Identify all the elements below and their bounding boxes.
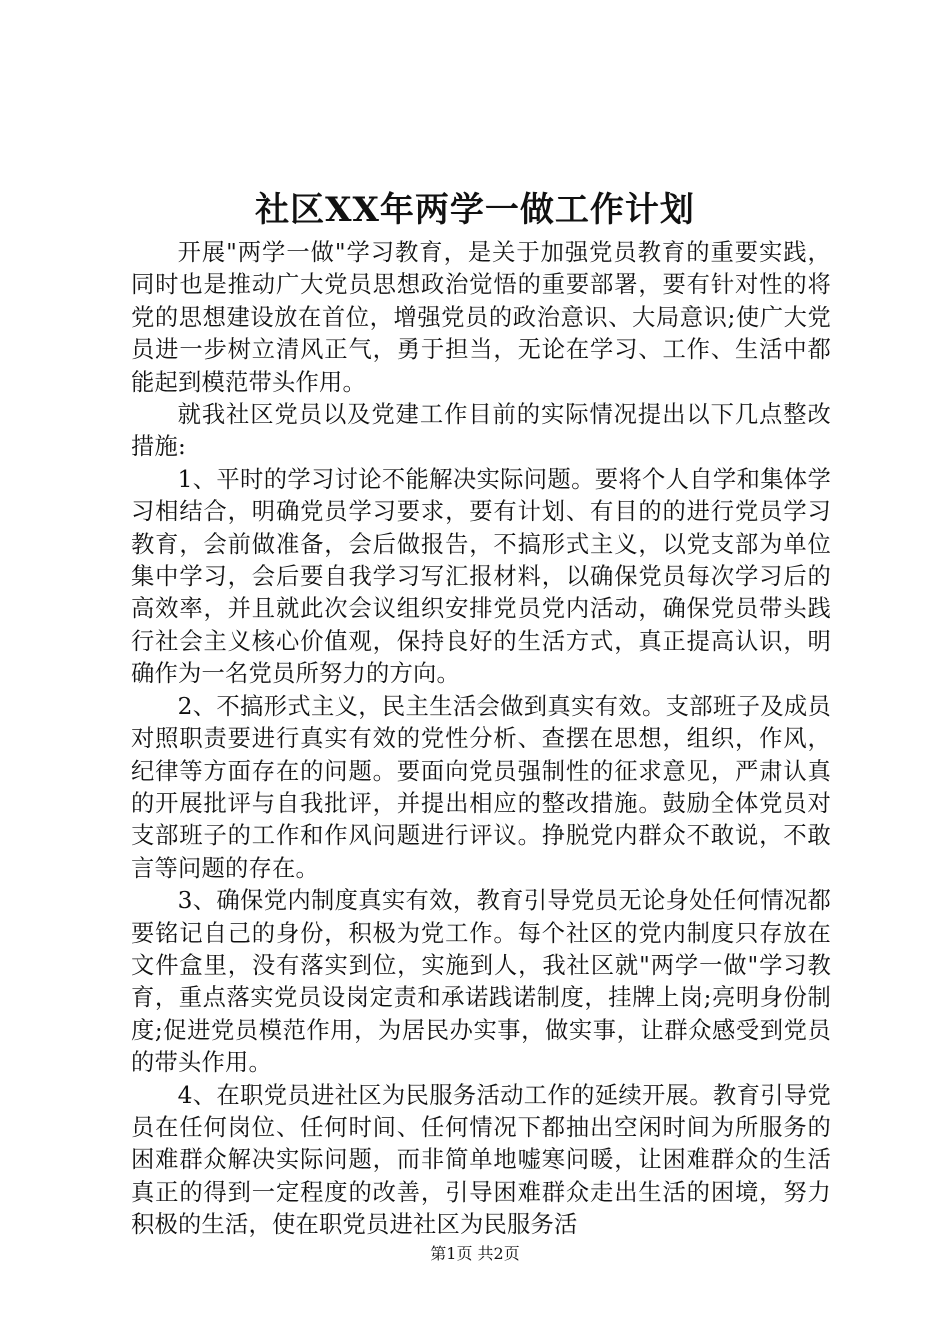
document-body xyxy=(131,237,831,1242)
page-number-footer: 第1页 共2页 xyxy=(430,1244,520,1263)
paragraph-intro: 开展"两学一做"学习教育，是关于加强党员教育的重要实践，同时也是推动广大党员思想政治觉悟的重要部署，要有针对性的将党的思想建设放在首位，增强党员的政治意识、大局意识;使广大党员进一步树立清风正气，勇于担当，无论在学习、工作、生活中都能起到模范带头作用。 xyxy=(131,239,831,396)
paragraph-measure-2: 2、不搞形式主义，民主生活会做到真实有效。支部班子及成员对照职责要进行真实有效的党性分析、查摆在思想，组织，作风，纪律等方面存在的问题。要面向党员强制性的征求意见，严肃认真的开展批评与自我批评，并提出相应的整改措施。鼓励全体党员对支部班子的工作和作风问题进行评议。挣脱党内群众不敢说，不敢言等问题的存在。 xyxy=(131,692,831,882)
paragraph-measure-4: 4、在职党员进社区为民服务活动工作的延续开展。教育引导党员在任何岗位、任何时间、任何情况下都抽出空闲时间为所服务的困难群众解决实际问题，而非简单地嘘寒问暖，让困难群众的生活真正的得到一定程度的改善，引导困难群众走出生活的困境，努力积极的生活，使在职党员进社区为民服务活 xyxy=(131,1081,831,1239)
paragraph-measure-1: 1、平时的学习讨论不能解决实际问题。要将个人自学和集体学习相结合，明确党员学习要求，要有计划、有目的的进行党员学习教育，会前做准备，会后做报告，不搞形式主义，以党支部为单位集中学习，会后要自我学习写汇报材料，以确保党员每次学习后的高效率，并且就此次会议组织安排党员党内活动，确保党员带头践行社会主义核心价值观，保持良好的生活方式，真正提高认识，明确作为一名党员所努力的方向。 xyxy=(131,465,831,688)
paragraph-measure-3: 3、确保党内制度真实有效，教育引导党员无论身处任何情况都要铭记自己的身份，积极为党工作。每个社区的党内制度只存放在文件盒里，没有落实到位，实施到人，我社区就"两学一做"学习教育，重点落实党员设岗定责和承诺践诺制度，挂牌上岗;亮明身份制度;促进党员模范作用，为居民办实事，做实事，让群众感受到党员的带头作用。 xyxy=(131,887,831,1077)
document-title: 社区XX年两学一做工作计划 xyxy=(255,190,695,230)
paragraph-measures-lead: 就我社区党员以及党建工作目前的实际情况提出以下几点整改措施: xyxy=(131,401,831,461)
